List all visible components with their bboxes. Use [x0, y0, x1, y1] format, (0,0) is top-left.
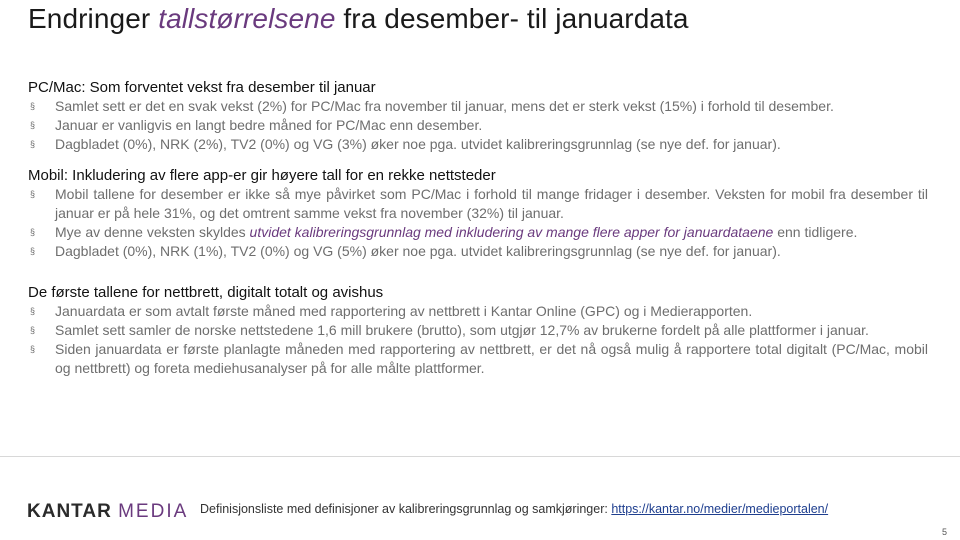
title-suffix: fra desember- til januardata	[335, 3, 689, 34]
bullet-text: Mobil tallene for desember er ikke så mye påvirket som PC/Mac i forhold til mange fridager i desember. Veksten for mobil fra desember til januar er på hele 31%, og det omtrent samme vekst fra november (32%) til januar.	[55, 186, 928, 221]
section-heading: Mobil: Inkludering av flere app-er gir høyere tall for en rekke nettsteder	[28, 167, 496, 184]
footer-divider	[0, 456, 960, 457]
bullet-marker-icon: §	[30, 306, 36, 316]
bullet-marker-icon: §	[30, 101, 36, 111]
bullet-text: Dagbladet (0%), NRK (2%), TV2 (0%) og VG (3%) øker noe pga. utvidet kalibreringsgrunnlag (se nye def. for januar).	[55, 136, 781, 152]
bullet-item	[28, 97, 928, 116]
bullet-text: Samlet sett samler de norske nettstedene 1,6 mill brukere (brutto), som utgjør 12,7% av brukerne fordelt på alle plattformer i januar.	[55, 322, 869, 338]
section-pc-mac	[28, 79, 928, 154]
medieportalen-link[interactable]: https://kantar.no/medier/medieportalen/	[611, 502, 829, 516]
bullet-item	[28, 321, 928, 340]
footnote-text: Definisjonsliste med definisjoner av kalibreringsgrunnlag og samkjøringer:	[200, 502, 612, 516]
bullet-text: Samlet sett er det en svak vekst (2%) for PC/Mac fra november til januar, mens det er sterk vekst (15%) i forhold til desember.	[55, 98, 834, 114]
bullet-marker-icon: §	[30, 189, 36, 199]
slide-content	[28, 79, 928, 391]
bullet-item	[28, 242, 928, 261]
logo-media: MEDIA	[118, 501, 189, 522]
bullet-text-emphasis: utvidet kalibreringsgrunnlag med inkludering av mange flere apper for januardataene	[249, 224, 774, 240]
bullet-marker-icon: §	[30, 120, 36, 130]
bullet-item	[28, 116, 928, 135]
page-number: 5	[941, 527, 947, 537]
bullet-text: Januardata er som avtalt første måned med rapportering av nettbrett i Kantar Online (GPC) og i Medierapporten.	[55, 303, 753, 319]
bullet-text: Siden januardata er første planlagte måneden med rapportering av nettbrett, er det nå også mulig å rapportere total digitalt (PC/Mac, mobil og nettbrett) og foreta mediehusanalyser på for alle målte plattformer.	[55, 341, 928, 376]
bullet-list	[28, 185, 928, 261]
bullet-item	[28, 185, 928, 223]
bullet-item	[28, 340, 928, 378]
bullet-list	[28, 302, 928, 378]
logo-kantar: KANTAR	[27, 501, 112, 522]
title-accent: tallstørrelsene	[158, 3, 336, 34]
bullet-marker-icon: §	[30, 227, 36, 237]
bullet-item	[28, 302, 928, 321]
bullet-marker-icon: §	[30, 344, 36, 354]
bullet-text: Dagbladet (0%), NRK (1%), TV2 (0%) og VG (5%) øker noe pga. utvidet kalibreringsgrunnlag (se nye def. for januar).	[55, 243, 781, 259]
kantar-media-logo	[27, 501, 188, 523]
bullet-text: Januar er vanligvis en langt bedre måned for PC/Mac enn desember.	[55, 117, 483, 133]
bullet-text-pre: Mye av denne veksten skyldes	[55, 224, 250, 240]
bullet-item	[28, 223, 928, 242]
bullet-list	[28, 97, 928, 154]
section-nettbrett	[28, 284, 928, 378]
title-prefix: Endringer	[28, 3, 159, 34]
bullet-marker-icon: §	[30, 325, 36, 335]
bullet-text-post: enn tidligere.	[773, 224, 858, 240]
footnote	[200, 502, 828, 516]
bullet-item	[28, 135, 928, 154]
page-title	[28, 3, 689, 35]
bullet-marker-icon: §	[30, 139, 36, 149]
section-heading: PC/Mac: Som forventet vekst fra desember til januar	[28, 79, 376, 96]
section-mobil	[28, 167, 928, 261]
bullet-marker-icon: §	[30, 246, 36, 256]
section-heading: De første tallene for nettbrett, digitalt totalt og avishus	[28, 284, 384, 301]
